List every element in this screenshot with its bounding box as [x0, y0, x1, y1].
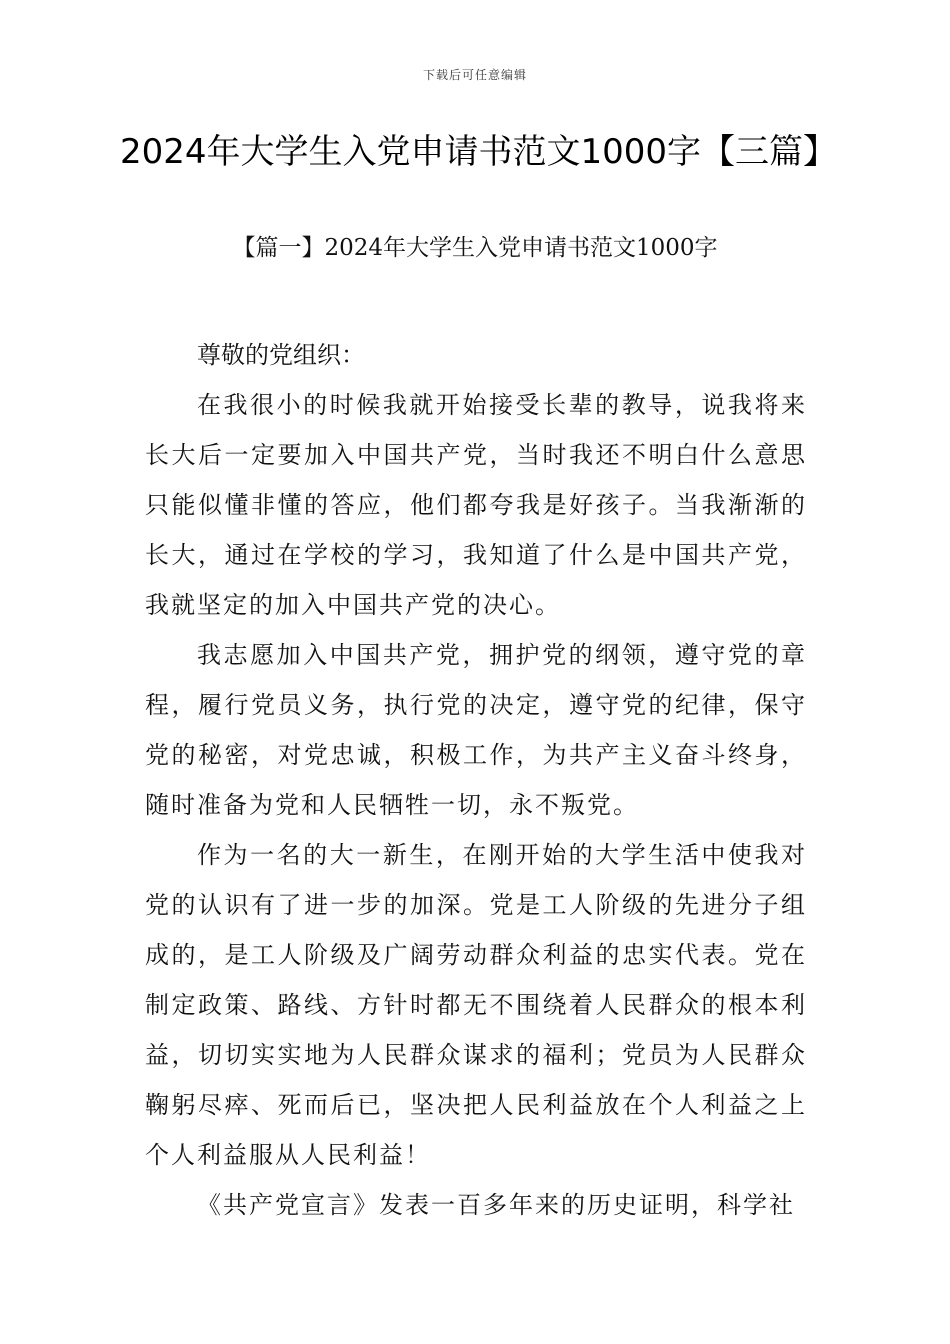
document-title: 2024年大学生入党申请书范文1000字【三篇】 [120, 132, 838, 172]
paragraph: 《共产党宣言》发表一百多年来的历史证明，科学社 [197, 1191, 795, 1219]
document-body [145, 330, 807, 1230]
paragraph: 作为一名的大一新生，在刚开始的大学生活中使我对党的认识有了进一步的加深。党是工人阶级的先进分子组成的，是工人阶级及广阔劳动群众利益的忠实代表。党在制定政策、路线、方针时都无不围绕着人民群众的根本利益，切切实实地为人民群众谋求的福利；党员为人民群众鞠躬尽瘁、死而后已，坚决把人民利益放在个人利益之上个人利益服从人民利益！ [145, 841, 807, 1169]
section-subtitle: 【篇一】2024年大学生入党申请书范文1000字 [232, 235, 718, 261]
paragraph: 我志愿加入中国共产党，拥护党的纲领，遵守党的章程，履行党员义务，执行党的决定，遵守党的纪律，保守党的秘密，对党忠诚，积极工作，为共产主义奋斗终身，随时准备为党和人民牺牲一切，永不叛党。 [145, 641, 807, 819]
paragraph: 在我很小的时候我就开始接受长辈的教导，说我将来长大后一定要加入中国共产党，当时我还不明白什么意思只能似懂非懂的答应，他们都夸我是好孩子。当我渐渐的长大，通过在学校的学习，我知道了什么是中国共产党，我就坚定的加入中国共产党的决心。 [145, 391, 807, 619]
salutation: 尊敬的党组织： [197, 341, 365, 369]
header-note: 下载后可任意编辑 [422, 68, 527, 82]
